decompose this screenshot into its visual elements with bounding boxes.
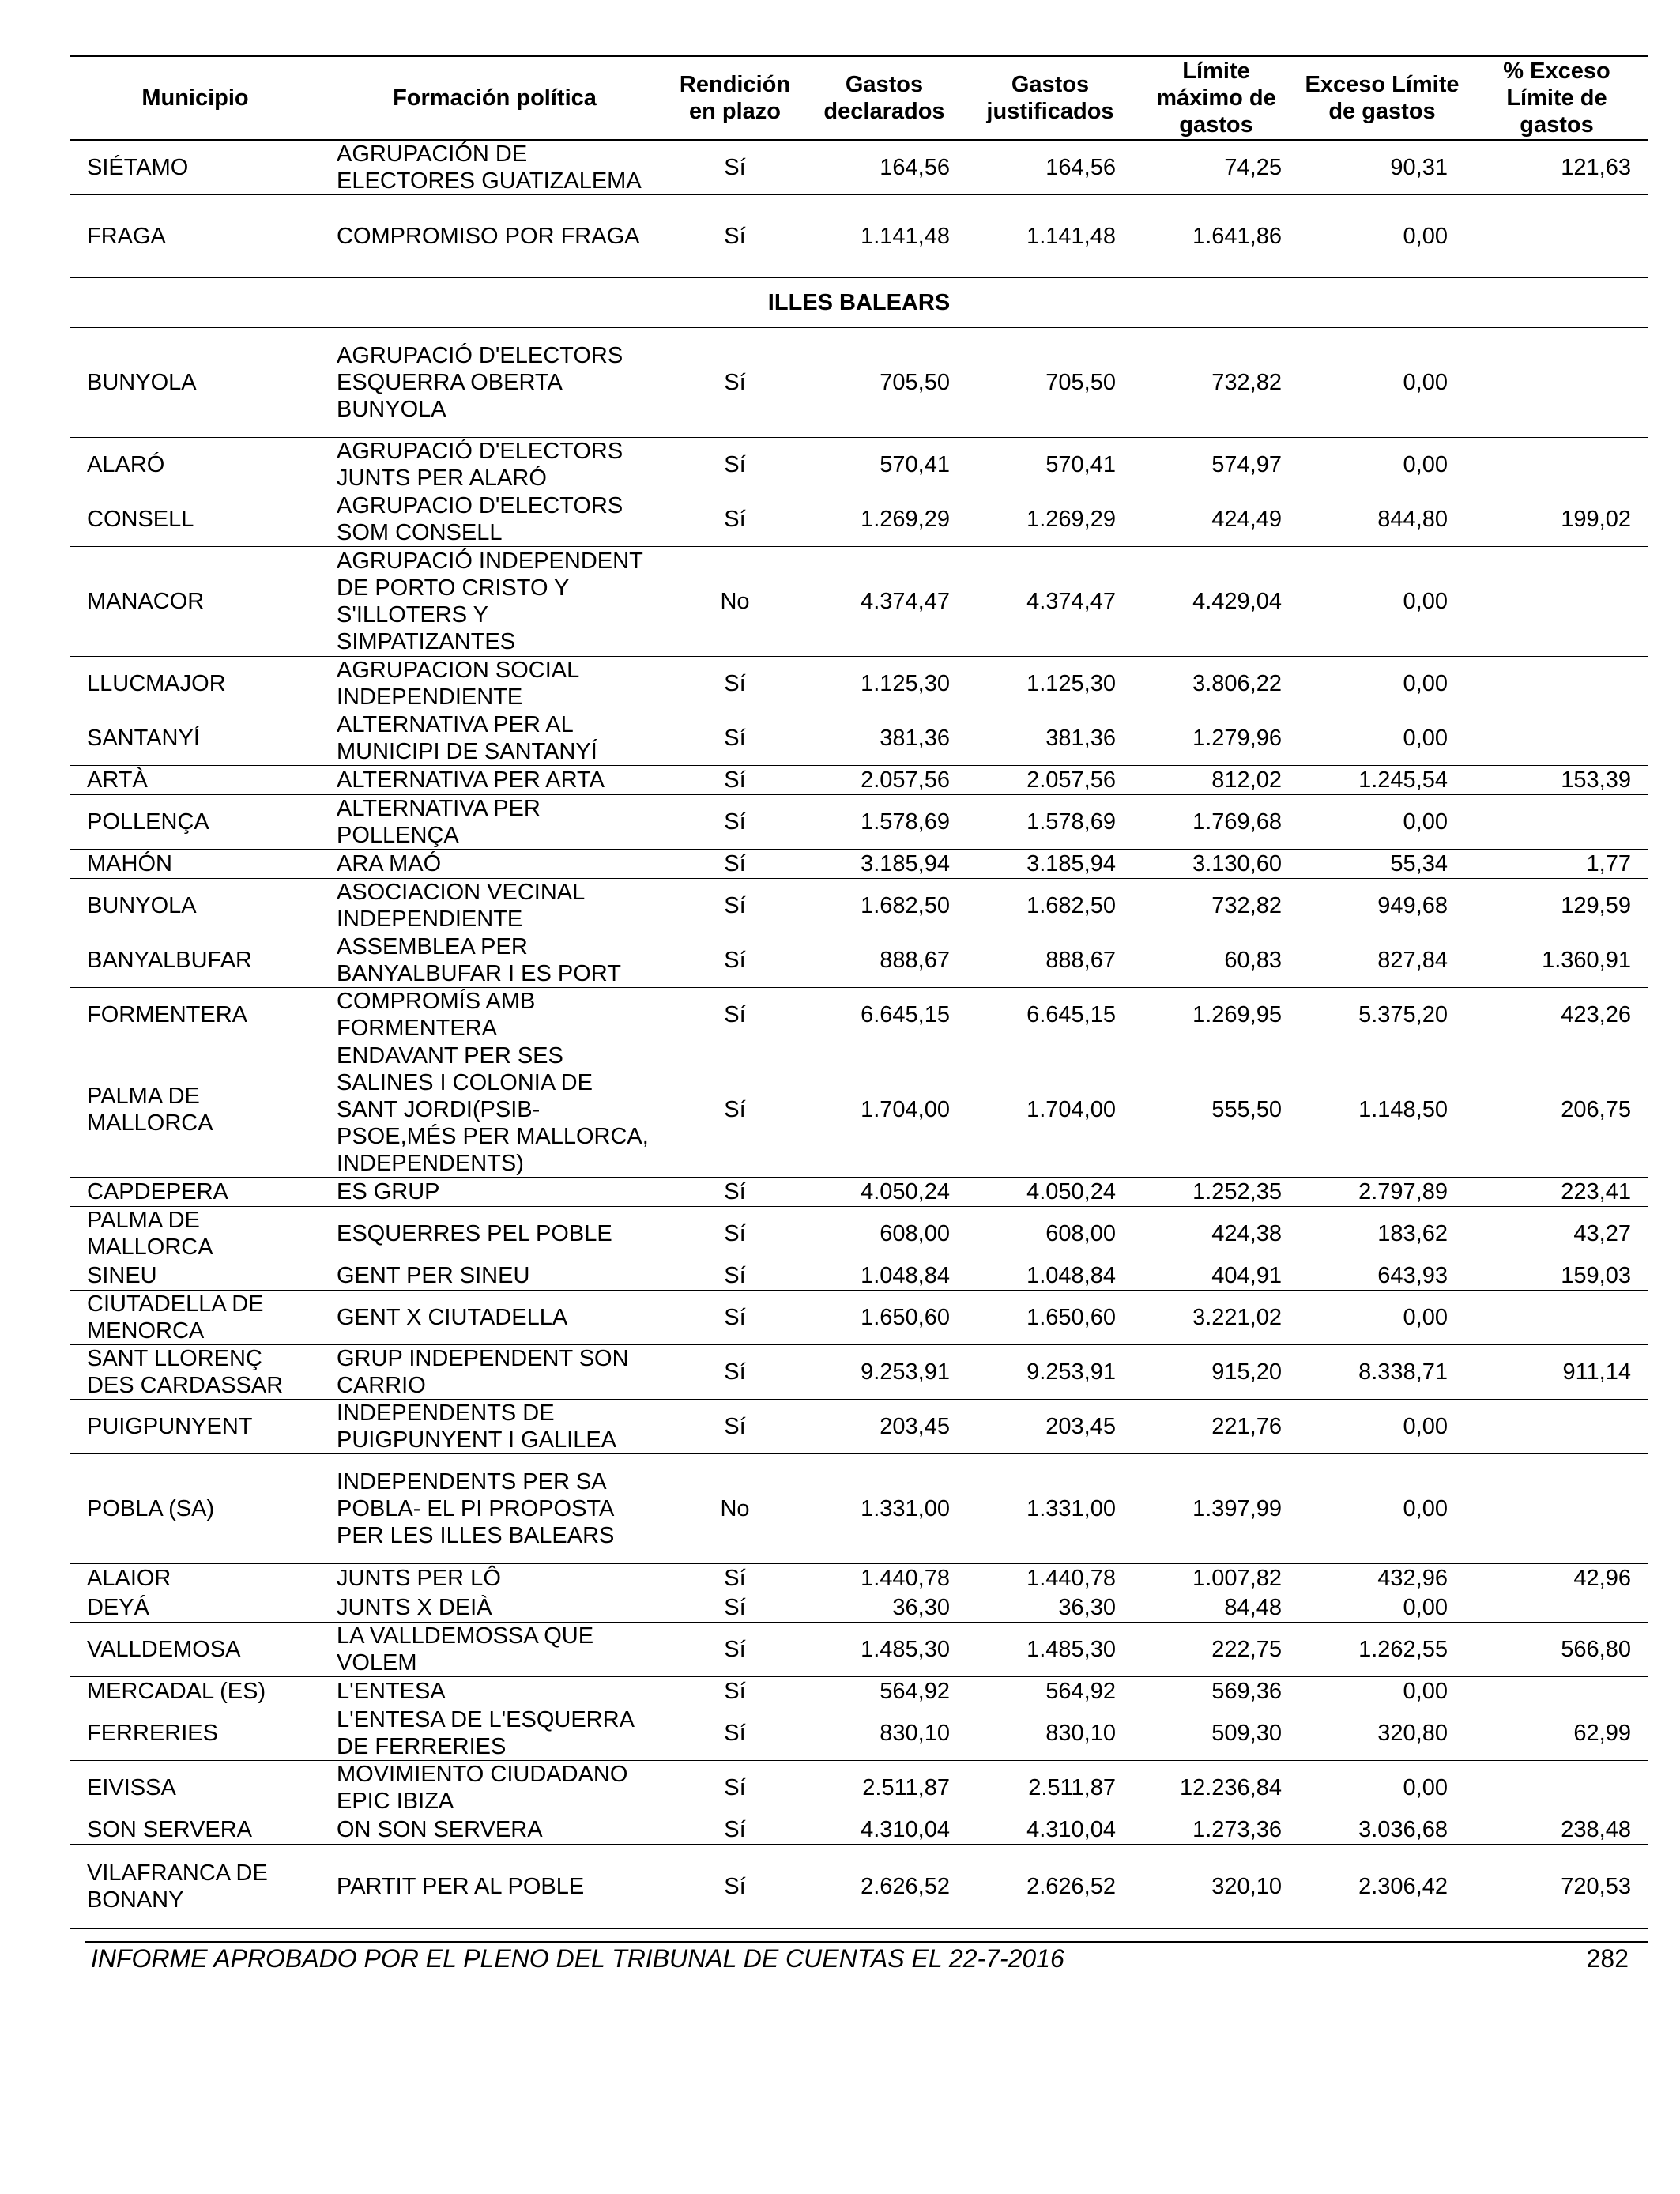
cell-limite: 4.429,04: [1192, 589, 1282, 614]
cell-municipio: BUNYOLA: [87, 370, 197, 395]
document-page: [70, 55, 1648, 1929]
cell-gastos-justificados: 381,36: [1045, 726, 1116, 751]
cell-exceso: 0,00: [1403, 726, 1448, 751]
cell-exceso: 0,00: [1403, 1496, 1448, 1521]
cell-gastos-declarados: 1.141,48: [861, 224, 950, 249]
cell-rendicion: Sí: [724, 1874, 746, 1899]
cell-formacion: L'ENTESA: [337, 1679, 446, 1704]
cell-gastos-justificados: 608,00: [1045, 1221, 1116, 1246]
cell-formacion: INDEPENDENTS DE PUIGPUNYENT I GALILEA: [337, 1400, 617, 1453]
table-row: [70, 1261, 1648, 1291]
cell-municipio: SANT LLORENÇ DES CARDASSAR: [87, 1346, 284, 1398]
table-row: [70, 1400, 1648, 1454]
cell-pct-exceso: 720,53: [1561, 1874, 1631, 1899]
cell-gastos-declarados: 1.440,78: [861, 1566, 950, 1591]
cell-exceso: 0,00: [1403, 224, 1448, 249]
table-row: [70, 1815, 1648, 1845]
cell-pct-exceso: 206,75: [1561, 1097, 1631, 1122]
cell-pct-exceso: [1465, 195, 1648, 278]
cell-pct-exceso: 62,99: [1573, 1721, 1631, 1746]
table-row: [70, 438, 1648, 492]
cell-rendicion: Sí: [724, 507, 746, 532]
cell-formacion: ALTERNATIVA PER AL MUNICIPI DE SANTANYÍ: [337, 712, 597, 764]
cell-municipio: SANTANYÍ: [87, 726, 200, 751]
cell-gastos-declarados: 830,10: [880, 1721, 950, 1746]
cell-rendicion: Sí: [724, 851, 746, 876]
cell-gastos-declarados: 564,92: [880, 1679, 950, 1704]
cell-gastos-declarados: 381,36: [880, 726, 950, 751]
cell-rendicion: No: [720, 1496, 750, 1521]
cell-pct-exceso: 423,26: [1561, 1002, 1631, 1027]
cell-municipio: DEYÁ: [87, 1595, 149, 1620]
cell-limite: 915,20: [1211, 1359, 1282, 1385]
cell-gastos-justificados: 1.682,50: [1026, 893, 1116, 918]
table-row: [70, 328, 1648, 438]
table-row: [70, 1178, 1648, 1207]
cell-municipio: VALLDEMOSA: [87, 1637, 241, 1662]
cell-limite: 221,76: [1211, 1414, 1282, 1439]
cell-rendicion: Sí: [724, 155, 746, 180]
cell-rendicion: Sí: [724, 1566, 746, 1591]
cell-pct-exceso: 223,41: [1561, 1179, 1631, 1204]
table-row: [70, 492, 1648, 547]
cell-limite: 12.236,84: [1179, 1775, 1282, 1800]
cell-rendicion: Sí: [724, 893, 746, 918]
cell-pct-exceso: [1465, 547, 1648, 657]
cell-gastos-justificados: 1.269,29: [1026, 507, 1116, 532]
cell-municipio: FORMENTERA: [87, 1002, 247, 1027]
cell-gastos-declarados: 1.485,30: [861, 1637, 950, 1662]
table-row: [70, 1677, 1648, 1706]
cell-exceso: 949,68: [1377, 893, 1448, 918]
cell-exceso: 55,34: [1390, 851, 1448, 876]
cell-formacion: ES GRUP: [337, 1179, 440, 1204]
cell-rendicion: Sí: [724, 1179, 746, 1204]
cell-gastos-declarados: 705,50: [880, 370, 950, 395]
table-row: [70, 1761, 1648, 1815]
cell-gastos-declarados: 4.374,47: [861, 589, 950, 614]
table-row: [70, 547, 1648, 657]
cell-pct-exceso: 1.360,91: [1542, 948, 1631, 973]
header-formacion: Formación política: [393, 85, 597, 111]
cell-gastos-declarados: 36,30: [892, 1595, 950, 1620]
cell-limite: 569,36: [1211, 1679, 1282, 1704]
cell-limite: 732,82: [1211, 893, 1282, 918]
table-row: [70, 988, 1648, 1042]
cell-municipio: ALAIOR: [87, 1566, 171, 1591]
cell-municipio: BANYALBUFAR: [87, 948, 252, 973]
cell-municipio: SINEU: [87, 1263, 157, 1288]
cell-rendicion: Sí: [724, 224, 746, 249]
cell-gastos-justificados: 1.440,78: [1026, 1566, 1116, 1591]
cell-rendicion: Sí: [724, 948, 746, 973]
cell-municipio: EIVISSA: [87, 1775, 176, 1800]
cell-gastos-declarados: 1.331,00: [861, 1496, 950, 1521]
cell-pct-exceso: [1465, 1400, 1648, 1454]
cell-gastos-justificados: 2.511,87: [1028, 1775, 1116, 1800]
cell-limite: 509,30: [1211, 1721, 1282, 1746]
cell-gastos-declarados: 4.310,04: [861, 1817, 950, 1842]
cell-exceso: 183,62: [1377, 1221, 1448, 1246]
cell-formacion: AGRUPACIÓ D'ELECTORS JUNTS PER ALARÓ: [337, 439, 623, 491]
cell-gastos-justificados: 1.704,00: [1026, 1097, 1116, 1122]
cell-rendicion: Sí: [724, 452, 746, 477]
cell-rendicion: Sí: [724, 1637, 746, 1662]
cell-pct-exceso: 129,59: [1561, 893, 1631, 918]
cell-gastos-declarados: 1.704,00: [861, 1097, 950, 1122]
cell-gastos-declarados: 1.269,29: [861, 507, 950, 532]
table-header: [70, 56, 1648, 140]
cell-formacion: ON SON SERVERA: [337, 1817, 543, 1842]
cell-rendicion: Sí: [724, 1817, 746, 1842]
table-body-top: [70, 140, 1648, 278]
cell-gastos-declarados: 2.626,52: [861, 1874, 950, 1899]
cell-exceso: 0,00: [1403, 1305, 1448, 1330]
cell-exceso: 0,00: [1403, 1679, 1448, 1704]
cell-pct-exceso: 238,48: [1561, 1817, 1631, 1842]
cell-gastos-declarados: 1.048,84: [861, 1263, 950, 1288]
table-row: [70, 1845, 1648, 1929]
cell-limite: 1.007,82: [1192, 1566, 1282, 1591]
cell-exceso: 3.036,68: [1358, 1817, 1448, 1842]
cell-formacion: INDEPENDENTS PER SA POBLA- EL PI PROPOSTA PER LES ILLES BALEARS: [337, 1469, 615, 1548]
cell-gastos-justificados: 6.645,15: [1026, 1002, 1116, 1027]
cell-pct-exceso: 153,39: [1561, 767, 1631, 793]
cell-formacion: ARA MAÓ: [337, 851, 442, 876]
cell-exceso: 432,96: [1377, 1566, 1448, 1591]
table-row: [70, 195, 1648, 278]
cell-formacion: GRUP INDEPENDENT SON CARRIO: [337, 1346, 629, 1398]
header-gastos-declarados: Gastos declarados: [823, 72, 945, 124]
cell-exceso: 1.148,50: [1358, 1097, 1448, 1122]
cell-pct-exceso: [1465, 1677, 1648, 1706]
table-row: [70, 850, 1648, 879]
cell-gastos-justificados: 570,41: [1045, 452, 1116, 477]
cell-gastos-justificados: 36,30: [1058, 1595, 1116, 1620]
cell-limite: 1.269,95: [1192, 1002, 1282, 1027]
cell-municipio: PUIGPUNYENT: [87, 1414, 253, 1439]
cell-rendicion: Sí: [724, 671, 746, 696]
cell-gastos-declarados: 164,56: [880, 155, 950, 180]
cell-exceso: 2.306,42: [1358, 1874, 1448, 1899]
cell-gastos-declarados: 1.650,60: [861, 1305, 950, 1330]
cell-formacion: COMPROMÍS AMB FORMENTERA: [337, 989, 536, 1041]
cell-gastos-justificados: 3.185,94: [1026, 851, 1116, 876]
cell-exceso: 827,84: [1377, 948, 1448, 973]
cell-gastos-justificados: 4.374,47: [1026, 589, 1116, 614]
cell-formacion: JUNTS PER LÔ: [337, 1566, 501, 1591]
table-row: [70, 933, 1648, 988]
cell-municipio: POLLENÇA: [87, 809, 209, 835]
cell-rendicion: Sí: [724, 1359, 746, 1385]
table-row: [70, 711, 1648, 766]
cell-formacion: ALTERNATIVA PER ARTA: [337, 767, 605, 793]
cell-municipio: CAPDEPERA: [87, 1179, 228, 1204]
cell-municipio: MANACOR: [87, 589, 205, 614]
cell-gastos-declarados: 2.511,87: [862, 1775, 950, 1800]
cell-gastos-justificados: 2.057,56: [1026, 767, 1116, 793]
cell-municipio: PALMA DE MALLORCA: [87, 1084, 213, 1136]
cell-pct-exceso: [1465, 1454, 1648, 1564]
cell-gastos-justificados: 1.650,60: [1026, 1305, 1116, 1330]
cell-limite: 74,25: [1224, 155, 1282, 180]
cell-gastos-declarados: 608,00: [880, 1221, 950, 1246]
cell-limite: 1.769,68: [1192, 809, 1282, 835]
cell-municipio: CIUTADELLA DE MENORCA: [87, 1291, 264, 1344]
cell-gastos-justificados: 4.310,04: [1026, 1817, 1116, 1842]
cell-municipio: POBLA (SA): [87, 1496, 215, 1521]
cell-exceso: 0,00: [1403, 452, 1448, 477]
table-row: [70, 766, 1648, 795]
cell-limite: 222,75: [1211, 1637, 1282, 1662]
cell-pct-exceso: 911,14: [1562, 1359, 1631, 1385]
cell-pct-exceso: 199,02: [1561, 507, 1631, 532]
header-exceso: Exceso Límite de gastos: [1305, 72, 1460, 124]
cell-rendicion: Sí: [724, 1263, 746, 1288]
cell-gastos-declarados: 1.125,30: [861, 671, 950, 696]
cell-limite: 732,82: [1211, 370, 1282, 395]
table-row: [70, 879, 1648, 933]
cell-formacion: GENT X CIUTADELLA: [337, 1305, 568, 1330]
cell-exceso: 1.262,55: [1358, 1637, 1448, 1662]
cell-municipio: CONSELL: [87, 507, 194, 532]
cell-exceso: 0,00: [1403, 1595, 1448, 1620]
cell-gastos-justificados: 164,56: [1045, 155, 1116, 180]
cell-gastos-justificados: 1.485,30: [1026, 1637, 1116, 1662]
cell-pct-exceso: [1465, 328, 1648, 438]
header-municipio: Municipio: [141, 85, 249, 111]
cell-formacion: ESQUERRES PEL POBLE: [337, 1221, 612, 1246]
cell-gastos-declarados: 203,45: [880, 1414, 950, 1439]
cell-municipio: SON SERVERA: [87, 1817, 252, 1842]
cell-gastos-justificados: 1.331,00: [1026, 1496, 1116, 1521]
cell-pct-exceso: 42,96: [1573, 1566, 1631, 1591]
cell-municipio: ALARÓ: [87, 452, 165, 477]
cell-municipio: BUNYOLA: [87, 893, 197, 918]
cell-exceso: 320,80: [1377, 1721, 1448, 1746]
table-row: [70, 1454, 1648, 1564]
table-row: [70, 1564, 1648, 1593]
cell-municipio: PALMA DE MALLORCA: [87, 1208, 213, 1260]
cell-exceso: 8.338,71: [1358, 1359, 1448, 1385]
section-header: [70, 278, 1648, 328]
cell-gastos-declarados: 2.057,56: [861, 767, 950, 793]
table-row: [70, 657, 1648, 711]
header-pct-exceso: % Exceso Límite de gastos: [1503, 58, 1610, 138]
cell-gastos-declarados: 888,67: [880, 948, 950, 973]
cell-exceso: 0,00: [1403, 370, 1448, 395]
cell-formacion: AGRUPACIÓ D'ELECTORS ESQUERRA OBERTA BUNYOLA: [337, 343, 623, 422]
page-number: 282: [1586, 1944, 1629, 1973]
cell-exceso: 0,00: [1403, 671, 1448, 696]
cell-rendicion: Sí: [724, 1414, 746, 1439]
cell-rendicion: Sí: [724, 1097, 746, 1122]
cell-formacion: GENT PER SINEU: [337, 1263, 530, 1288]
cell-exceso: 1.245,54: [1358, 767, 1448, 793]
cell-limite: 1.397,99: [1192, 1496, 1282, 1521]
cell-limite: 3.221,02: [1192, 1305, 1282, 1330]
cell-gastos-justificados: 888,67: [1045, 948, 1116, 973]
cell-limite: 3.806,22: [1192, 671, 1282, 696]
cell-municipio: LLUCMAJOR: [87, 671, 226, 696]
cell-limite: 1.641,86: [1192, 224, 1282, 249]
cell-gastos-justificados: 564,92: [1045, 1679, 1116, 1704]
table-row: [70, 1623, 1648, 1677]
cell-municipio: MAHÓN: [87, 851, 172, 876]
cell-exceso: 643,93: [1377, 1263, 1448, 1288]
table-row: [70, 1345, 1648, 1400]
cell-limite: 1.279,96: [1192, 726, 1282, 751]
table-row: [70, 1042, 1648, 1178]
cell-limite: 1.252,35: [1192, 1179, 1282, 1204]
cell-formacion: ALTERNATIVA PER POLLENÇA: [337, 796, 541, 848]
header-gastos-justificados: Gastos justificados: [986, 72, 1114, 124]
cell-rendicion: Sí: [724, 1721, 746, 1746]
cell-pct-exceso: 1,77: [1586, 851, 1631, 876]
cell-formacion: LA VALLDEMOSSA QUE VOLEM: [337, 1623, 594, 1676]
cell-rendicion: Sí: [724, 1595, 746, 1620]
cell-gastos-declarados: 3.185,94: [861, 851, 950, 876]
cell-formacion: AGRUPACIÓ INDEPENDENT DE PORTO CRISTO Y S'ILLOTERS Y SIMPATIZANTES: [337, 548, 643, 654]
cell-rendicion: Sí: [724, 767, 746, 793]
cell-exceso: 5.375,20: [1358, 1002, 1448, 1027]
cell-pct-exceso: 566,80: [1561, 1637, 1631, 1662]
cell-exceso: 0,00: [1403, 1775, 1448, 1800]
cell-municipio: FERRERIES: [87, 1721, 218, 1746]
cell-gastos-declarados: 1.682,50: [861, 893, 950, 918]
cell-pct-exceso: [1465, 438, 1648, 492]
cell-municipio: ARTÀ: [87, 767, 148, 793]
cell-municipio: MERCADAL (ES): [87, 1679, 266, 1704]
cell-pct-exceso: 121,63: [1561, 155, 1631, 180]
cell-exceso: 0,00: [1403, 589, 1448, 614]
table-row: [70, 1207, 1648, 1261]
cell-rendicion: Sí: [724, 370, 746, 395]
cell-gastos-justificados: 2.626,52: [1026, 1874, 1116, 1899]
cell-rendicion: Sí: [724, 1221, 746, 1246]
cell-gastos-justificados: 1.141,48: [1026, 224, 1116, 249]
cell-pct-exceso: [1465, 657, 1648, 711]
cell-pct-exceso: 43,27: [1573, 1221, 1631, 1246]
table-row: [70, 1291, 1648, 1345]
cell-limite: 84,48: [1224, 1595, 1282, 1620]
header-limite: Límite máximo de gastos: [1156, 58, 1276, 138]
cell-limite: 320,10: [1211, 1874, 1282, 1899]
cell-municipio: FRAGA: [87, 224, 166, 249]
cell-formacion: PARTIT PER AL POBLE: [337, 1874, 585, 1899]
cell-gastos-justificados: 203,45: [1045, 1414, 1116, 1439]
footer-text: INFORME APROBADO POR EL PLENO DEL TRIBUNAL DE CUENTAS EL 22-7-2016: [91, 1944, 1064, 1973]
cell-formacion: ASOCIACION VECINAL INDEPENDIENTE: [337, 880, 585, 932]
cell-rendicion: Sí: [724, 1305, 746, 1330]
cell-gastos-justificados: 705,50: [1045, 370, 1116, 395]
table-row: [70, 1706, 1648, 1761]
cell-gastos-justificados: 1.578,69: [1026, 809, 1116, 835]
cell-gastos-justificados: 1.048,84: [1026, 1263, 1116, 1288]
cell-exceso: 0,00: [1403, 1414, 1448, 1439]
cell-exceso: 2.797,89: [1358, 1179, 1448, 1204]
cell-pct-exceso: [1465, 711, 1648, 766]
cell-municipio: SIÉTAMO: [87, 155, 189, 180]
cell-pct-exceso: [1465, 795, 1648, 850]
cell-gastos-justificados: 1.125,30: [1026, 671, 1116, 696]
cell-limite: 555,50: [1211, 1097, 1282, 1122]
cell-formacion: COMPROMISO POR FRAGA: [337, 224, 640, 249]
cell-exceso: 844,80: [1377, 507, 1448, 532]
cell-formacion: ASSEMBLEA PER BANYALBUFAR I ES PORT: [337, 934, 621, 986]
cell-municipio: VILAFRANCA DE BONANY: [87, 1860, 268, 1913]
cell-pct-exceso: 159,03: [1561, 1263, 1631, 1288]
cell-limite: 3.130,60: [1192, 851, 1282, 876]
table-body-main: [70, 328, 1648, 1929]
cell-formacion: AGRUPACIO D'ELECTORS SOM CONSELL: [337, 493, 623, 545]
cell-rendicion: Sí: [724, 1775, 746, 1800]
cell-formacion: L'ENTESA DE L'ESQUERRA DE FERRERIES: [337, 1707, 634, 1759]
cell-limite: 1.273,36: [1192, 1817, 1282, 1842]
cell-limite: 404,91: [1211, 1263, 1282, 1288]
cell-formacion: JUNTS X DEIÀ: [337, 1595, 492, 1620]
cell-formacion: MOVIMIENTO CIUDADANO EPIC IBIZA: [337, 1762, 628, 1814]
header-rendicion: Rendición en plazo: [679, 72, 791, 124]
cell-gastos-declarados: 570,41: [880, 452, 950, 477]
cell-rendicion: Sí: [724, 1002, 746, 1027]
cell-exceso: 90,31: [1390, 155, 1448, 180]
cell-gastos-justificados: 830,10: [1045, 1721, 1116, 1746]
section-title: ILLES BALEARS: [767, 290, 951, 315]
cell-pct-exceso: [1465, 1761, 1648, 1815]
cell-gastos-justificados: 4.050,24: [1026, 1179, 1116, 1204]
cell-exceso: 0,00: [1403, 809, 1448, 835]
cell-limite: 424,38: [1211, 1221, 1282, 1246]
cell-limite: 424,49: [1211, 507, 1282, 532]
cell-gastos-declarados: 6.645,15: [861, 1002, 950, 1027]
cell-gastos-declarados: 9.253,91: [861, 1359, 950, 1385]
cell-pct-exceso: [1465, 1291, 1648, 1345]
cell-pct-exceso: [1465, 1593, 1648, 1623]
cell-formacion: AGRUPACION SOCIAL INDEPENDIENTE: [337, 658, 579, 710]
table-row: [70, 795, 1648, 850]
cell-rendicion: Sí: [724, 1679, 746, 1704]
cell-limite: 60,83: [1224, 948, 1282, 973]
expenses-table: [70, 55, 1648, 1929]
cell-rendicion: Sí: [724, 726, 746, 751]
cell-formacion: ENDAVANT PER SES SALINES I COLONIA DE SANT JORDI(PSIB-PSOE,MÉS PER MALLORCA, INDEPENDENTS): [337, 1043, 649, 1176]
table-row: [70, 1593, 1648, 1623]
cell-gastos-declarados: 4.050,24: [861, 1179, 950, 1204]
cell-formacion: AGRUPACIÓN DE ELECTORES GUATIZALEMA: [337, 141, 642, 194]
cell-limite: 812,02: [1211, 767, 1282, 793]
cell-rendicion: Sí: [724, 809, 746, 835]
cell-limite: 574,97: [1211, 452, 1282, 477]
cell-gastos-declarados: 1.578,69: [861, 809, 950, 835]
cell-rendicion: No: [720, 589, 750, 614]
cell-gastos-justificados: 9.253,91: [1026, 1359, 1116, 1385]
table-row: [70, 140, 1648, 195]
